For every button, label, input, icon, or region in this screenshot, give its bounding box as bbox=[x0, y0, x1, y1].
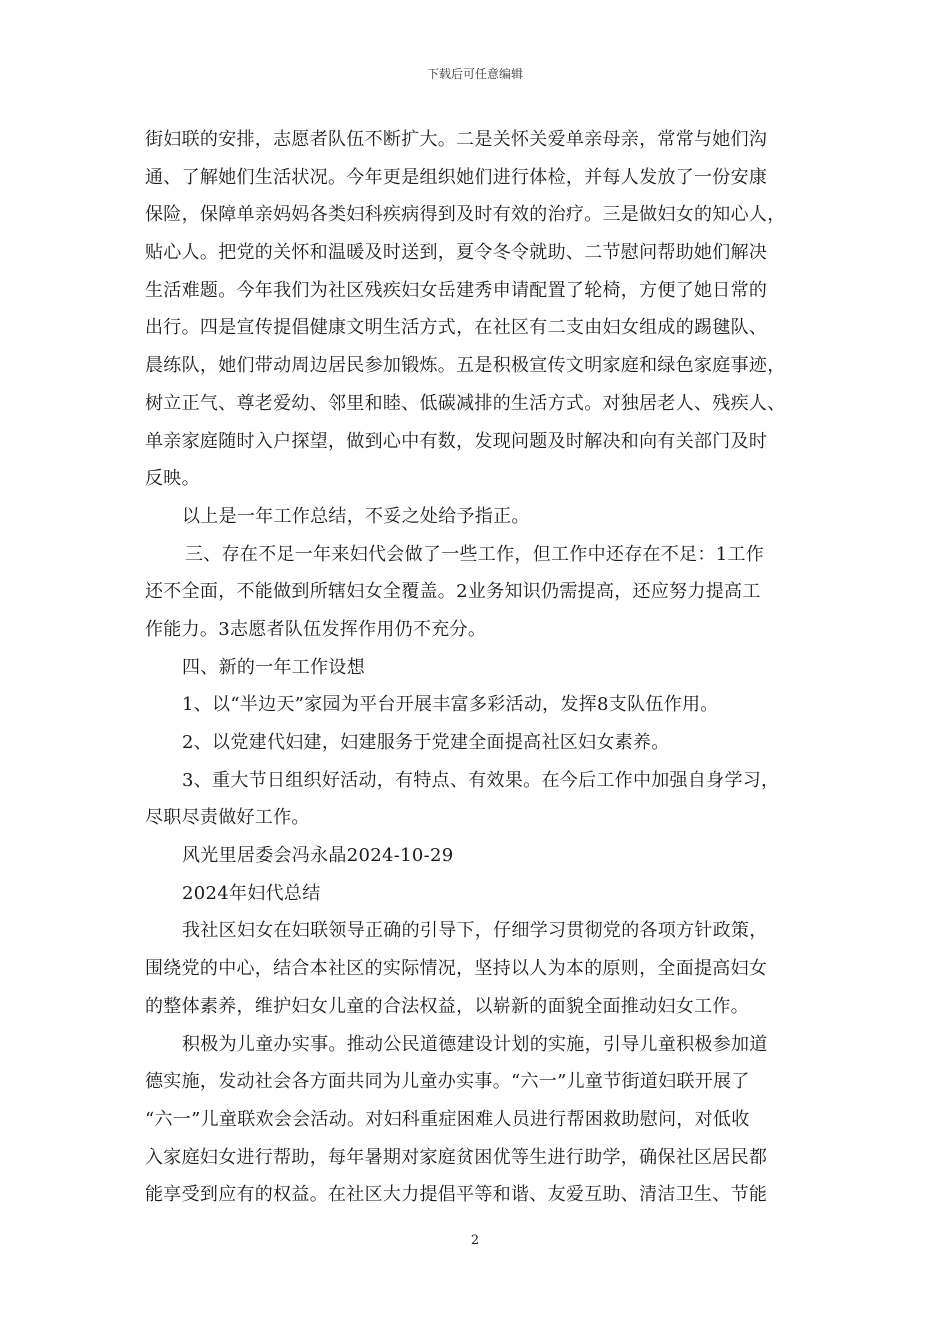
page-number: 2 bbox=[470, 1233, 480, 1248]
document-title: 2024年妇代总结 bbox=[182, 882, 321, 904]
list-item: 3、重大节日组织好活动，有特点、有效果。在今后工作中加强自身学习， bbox=[182, 769, 780, 791]
body-line: 入家庭妇女进行帮助，每年暑期对家庭贫困优等生进行助学，确保社区居民都 bbox=[145, 1146, 768, 1168]
body-line: 晨练队，她们带动周边居民参加锻炼。五是积极宣传文明家庭和绿色家庭事迹， bbox=[145, 355, 786, 377]
list-item: 1、以“半边天”家园为平台开展丰富多彩活动，发挥8支队伍作用。 bbox=[182, 694, 719, 716]
body-line: 积极为儿童办实事。推动公民道德建设计划的实施，引导儿童积极参加道 bbox=[182, 1033, 768, 1055]
body-line: 尽职尽责做好工作。 bbox=[145, 807, 310, 829]
body-line: 生活难题。今年我们为社区残疾妇女岳建秀申请配置了轮椅，方便了她日常的 bbox=[145, 279, 768, 301]
body-line: 能享受到应有的权益。在社区大力提倡平等和谐、友爱互助、清洁卫生、节能 bbox=[145, 1184, 768, 1206]
body-line: 我社区妇女在妇联领导正确的引导下，仔细学习贯彻党的各项方针政策， bbox=[182, 920, 768, 942]
body-line: 还不全面，不能做到所辖妇女全覆盖。2业务知识仍需提高，还应努力提高工 bbox=[145, 581, 761, 603]
signature-line: 风光里居委会冯永晶2024-10-29 bbox=[182, 845, 454, 867]
body-line: 街妇联的安排，志愿者队伍不断扩大。二是关怀关爱单亲母亲，常常与她们沟 bbox=[145, 129, 768, 150]
body-line: 树立正气、尊老爱幼、邻里和睦、低碳减排的生活方式。对独居老人、残疾人、 bbox=[145, 392, 786, 414]
list-item: 2、以党建代妇建，妇建服务于党建全面提高社区妇女素养。 bbox=[182, 732, 670, 753]
body-line: 贴心人。把党的关怀和温暖及时送到，夏令冬令就助、二节慰问帮助她们解决 bbox=[145, 242, 768, 264]
section-heading: 四、新的一年工作设想 bbox=[182, 656, 365, 678]
body-line: 单亲家庭随时入户探望，做到心中有数，发现问题及时解决和向有关部门及时 bbox=[145, 430, 768, 452]
section-heading-line: 三、存在不足一年来妇代会做了一些工作，但工作中还存在不足：1工作 bbox=[185, 543, 765, 565]
body-line: 德实施，发动社会各方面共同为儿童办实事。“六一”儿童节街道妇联开展了 bbox=[145, 1071, 750, 1093]
body-line: 作能力。3志愿者队伍发挥作用仍不充分。 bbox=[145, 618, 487, 640]
document-body bbox=[145, 121, 835, 1214]
body-line: “六一”儿童联欢会会活动。对妇科重症困难人员进行帮困救助慰问，对低收 bbox=[145, 1108, 750, 1130]
body-line: 围绕党的中心，结合本社区的实际情况，坚持以人为本的原则，全面提高妇女 bbox=[145, 958, 768, 980]
body-line: 通、了解她们生活状况。今年更是组织她们进行体检，并每人发放了一份安康 bbox=[145, 166, 768, 188]
body-line: 保险，保障单亲妈妈各类妇科疾病得到及时有效的治疗。三是做妇女的知心人， bbox=[145, 204, 786, 226]
body-line: 的整体素养，维护妇女儿童的合法权益，以崭新的面貌全面推动妇女工作。 bbox=[145, 995, 749, 1017]
body-line: 反映。 bbox=[145, 468, 200, 490]
page-header: 下载后可任意编辑 bbox=[426, 67, 523, 81]
body-line: 以上是一年工作总结，不妥之处给予指正。 bbox=[182, 505, 530, 527]
body-line: 出行。四是宣传提倡健康文明生活方式，在社区有二支由妇女组成的踢毽队、 bbox=[145, 317, 768, 339]
